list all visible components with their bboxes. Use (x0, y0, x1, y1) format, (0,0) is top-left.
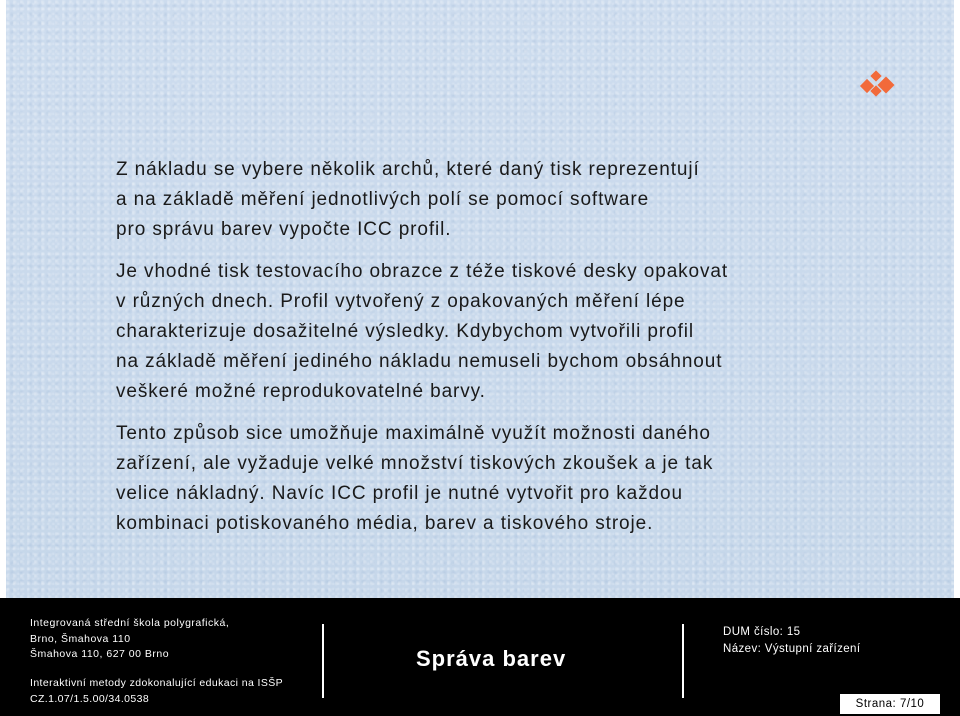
project-code: CZ.1.07/1.5.00/34.0538 (30, 692, 150, 705)
course-title: Správa barev (416, 646, 567, 671)
school-name: Integrovaná střední škola polygrafická, (30, 617, 230, 629)
paragraph-1 (116, 155, 836, 245)
footer-divider-left (322, 624, 324, 698)
project-info (30, 676, 283, 707)
school-address: Šmahova 110, 627 00 Brno (30, 648, 170, 660)
project-name: Interaktivní metody zdokonalující edukaci na ISŠP (30, 677, 284, 689)
dum-name: Název: Výstupní zařízení (723, 643, 861, 655)
slide-footer (0, 598, 960, 716)
page-number: Strana: 7/10 (840, 694, 940, 714)
text-line: na základě měření jediného nákladu nemuseli bychom obsáhnout (116, 351, 723, 372)
text-line: a na základě měření jednotlivých polí se pomocí software (116, 189, 650, 210)
dum-info (723, 624, 860, 658)
school-info (30, 616, 229, 663)
text-line: pro správu barev vypočte ICC profil. (116, 219, 452, 240)
text-line: charakterizuje dosažitelné výsledky. Kdybychom vytvořili profil (116, 321, 695, 342)
text-line: Z nákladu se vybere několik archů, které daný tisk reprezentují (116, 159, 700, 180)
slide-content (116, 155, 836, 551)
dum-number: DUM číslo: 15 (723, 626, 801, 638)
decorative-diamonds-icon (862, 76, 878, 92)
text-line: veškeré možné reprodukovatelné barvy. (116, 381, 486, 402)
text-line: velice nákladný. Navíc ICC profil je nutné vytvořit pro každou (116, 483, 683, 504)
text-line: zařízení, ale vyžaduje velké množství tiskových zkoušek a je tak (116, 453, 714, 474)
text-line: Je vhodné tisk testovacího obrazce z téže tiskové desky opakovat (116, 261, 729, 282)
text-line: v různých dnech. Profil vytvořený z opakovaných měření lépe (116, 291, 686, 312)
paragraph-2 (116, 257, 836, 407)
text-line: Tento způsob sice umožňuje maximálně využít možnosti daného (116, 423, 711, 444)
footer-divider-right (682, 624, 684, 698)
text-line: kombinaci potiskovaného média, barev a tiskového stroje. (116, 513, 654, 534)
school-city: Brno, Šmahova 110 (30, 632, 131, 645)
paragraph-3 (116, 419, 836, 539)
